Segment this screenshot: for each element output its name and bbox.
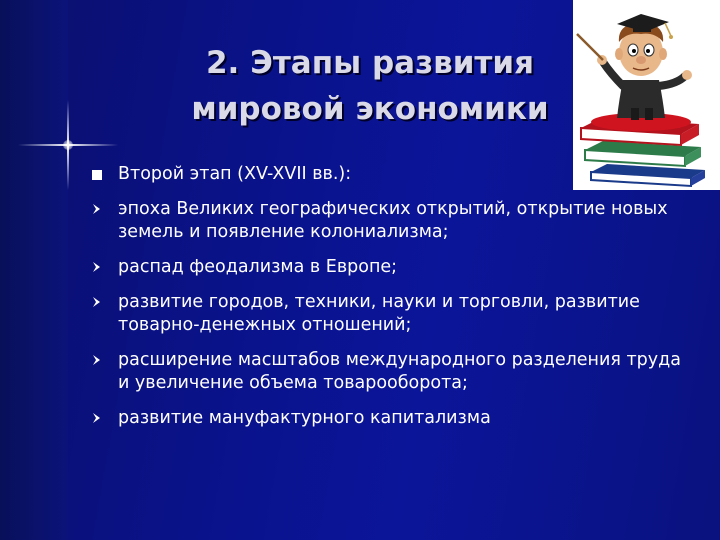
list-item [90,291,690,337]
slide-title: 2. Этапы развития мировой экономики [191,45,549,127]
list-item [90,407,690,430]
list-item [90,349,690,395]
arrow-bullet-icon [90,202,104,216]
list-item [90,198,690,244]
arrow-bullet-icon [90,353,104,367]
arrow-bullet-icon [90,411,104,425]
bullet-list [90,163,690,442]
list-item [90,256,690,279]
professor-on-books-icon [573,0,720,190]
arrow-bullet-icon [90,295,104,309]
list-item-text: распад феодализма в Европе; [118,257,398,277]
list-item-text: расширение масштабов международного разделения труда и увеличение объема товарооборота; [118,350,681,393]
professor-illustration [573,0,720,190]
sparkle-core [63,140,73,150]
arrow-bullet-icon [90,260,104,274]
list-item-text: развитие городов, техники, науки и торговли, развитие товарно-денежных отношений; [118,292,640,335]
list-item [90,163,690,186]
square-bullet-icon [92,170,102,180]
left-band [0,0,68,540]
list-item-text: Второй этап (XV-XVII вв.): [118,164,352,184]
list-item-text: развитие мануфактурного капитализма [118,408,491,428]
list-item-text: эпоха Великих географических открытий, открытие новых земель и появление колониализма; [118,199,668,242]
